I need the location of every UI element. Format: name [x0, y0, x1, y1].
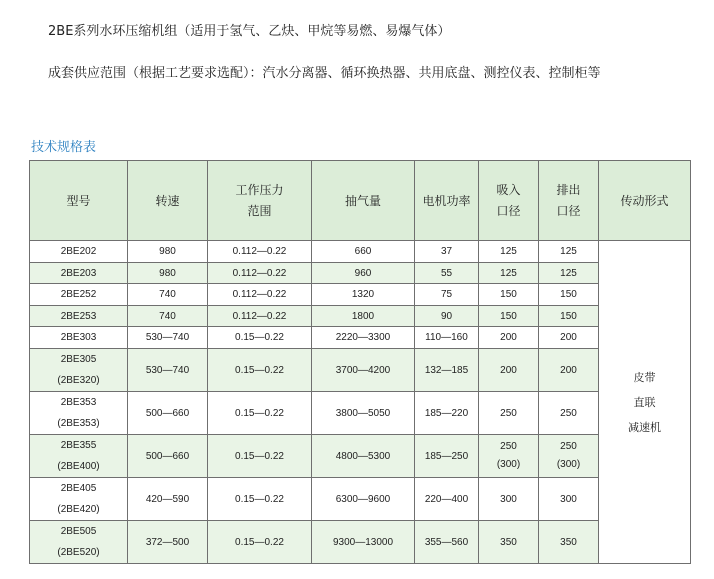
- cell-outlet: 125: [539, 263, 599, 284]
- cell-outlet: 350: [539, 521, 599, 564]
- cell-speed: 980: [128, 241, 208, 263]
- drive-line-reducer: 减速机: [628, 420, 661, 434]
- cell-outlet: 150: [539, 306, 599, 327]
- cell-pressure: 0.112—0.22: [208, 284, 312, 306]
- cell-pressure: 0.112—0.22: [208, 241, 312, 263]
- cell-power: 110—160: [415, 327, 479, 349]
- cell-inlet: 250: [479, 392, 539, 435]
- cell-model-line2: (2BE420): [57, 504, 100, 515]
- cell-power: 55: [415, 263, 479, 284]
- cell-speed: 740: [128, 306, 208, 327]
- cell-outlet: 200: [539, 349, 599, 392]
- cell-inlet: 150: [479, 306, 539, 327]
- cell-inlet-line2: (300): [496, 459, 521, 470]
- cell-inlet-line1: 250: [500, 441, 517, 452]
- cell-speed: 530—740: [128, 327, 208, 349]
- drive-line-direct: 直联: [633, 395, 656, 409]
- cell-inlet: 200: [479, 327, 539, 349]
- cell-inlet: 300: [479, 478, 539, 521]
- cell-speed: 980: [128, 263, 208, 284]
- cell-pumping: 9300—13000: [312, 521, 415, 564]
- product-title: 2BE系列水环压缩机组（适用于氢气、乙炔、甲烷等易燃、易爆气体）: [48, 24, 451, 39]
- cell-drive: [599, 241, 691, 564]
- header-inlet: [479, 161, 539, 241]
- cell-pumping: 1320: [312, 284, 415, 306]
- header-outlet-line1: 排出: [556, 182, 581, 197]
- cell-model: 2BE252: [30, 284, 128, 306]
- cell-model: 2BE303: [30, 327, 128, 349]
- cell-speed: 500—660: [128, 435, 208, 478]
- cell-model-line1: 2BE355: [60, 440, 97, 451]
- cell-model: [30, 392, 128, 435]
- cell-model: [30, 349, 128, 392]
- cell-pressure: 0.112—0.22: [208, 263, 312, 284]
- cell-power: 355—560: [415, 521, 479, 564]
- cell-inlet: 125: [479, 263, 539, 284]
- cell-power: 90: [415, 306, 479, 327]
- cell-pressure: 0.15—0.22: [208, 327, 312, 349]
- cell-inlet: 350: [479, 521, 539, 564]
- cell-outlet: 150: [539, 284, 599, 306]
- cell-model: 2BE202: [30, 241, 128, 263]
- cell-model: [30, 521, 128, 564]
- header-model: 型号: [30, 161, 128, 241]
- header-power: 电机功率: [415, 161, 479, 241]
- cell-power: 132—185: [415, 349, 479, 392]
- cell-model: [30, 478, 128, 521]
- cell-model-line1: 2BE305: [60, 354, 97, 365]
- cell-pressure: 0.15—0.22: [208, 521, 312, 564]
- cell-pressure: 0.15—0.22: [208, 392, 312, 435]
- cell-outlet-line2: (300): [556, 459, 581, 470]
- cell-pressure: 0.15—0.22: [208, 478, 312, 521]
- cell-inlet: [479, 435, 539, 478]
- cell-inlet: 125: [479, 241, 539, 263]
- header-pressure: [208, 161, 312, 241]
- cell-power: 37: [415, 241, 479, 263]
- table-row: [30, 284, 691, 306]
- cell-power: 220—400: [415, 478, 479, 521]
- cell-pressure: 0.15—0.22: [208, 349, 312, 392]
- header-pumping: 抽气量: [312, 161, 415, 241]
- header-inlet-line2: 口径: [496, 203, 521, 218]
- cell-outlet: 125: [539, 241, 599, 263]
- table-row: [30, 263, 691, 284]
- header-pressure-line2: 范围: [247, 203, 272, 218]
- cell-power: 185—220: [415, 392, 479, 435]
- cell-outlet: 200: [539, 327, 599, 349]
- header-drive: 传动形式: [599, 161, 691, 241]
- header-outlet: [539, 161, 599, 241]
- cell-model: [30, 435, 128, 478]
- cell-model-line1: 2BE353: [60, 397, 97, 408]
- cell-speed: 372—500: [128, 521, 208, 564]
- cell-power: 185—250: [415, 435, 479, 478]
- table-row: [30, 478, 691, 521]
- cell-pumping: 960: [312, 263, 415, 284]
- cell-outlet: 250: [539, 392, 599, 435]
- cell-inlet: 200: [479, 349, 539, 392]
- cell-outlet: 300: [539, 478, 599, 521]
- cell-model-line2: (2BE353): [57, 418, 100, 429]
- header-outlet-line2: 口径: [556, 203, 581, 218]
- table-row: [30, 306, 691, 327]
- cell-speed: 500—660: [128, 392, 208, 435]
- cell-pumping: 660: [312, 241, 415, 263]
- spec-table: [29, 160, 691, 564]
- cell-inlet: 150: [479, 284, 539, 306]
- cell-power: 75: [415, 284, 479, 306]
- cell-speed: 420—590: [128, 478, 208, 521]
- cell-model: 2BE203: [30, 263, 128, 284]
- table-row: [30, 327, 691, 349]
- cell-outlet: [539, 435, 599, 478]
- cell-pumping: 2220—3300: [312, 327, 415, 349]
- cell-pressure: 0.15—0.22: [208, 435, 312, 478]
- table-header-row: [30, 161, 691, 241]
- cell-speed: 530—740: [128, 349, 208, 392]
- supply-scope-text: 成套供应范围（根据工艺要求选配）：汽水分离器、循环换热器、共用底盘、测控仪表、控制柜等: [48, 66, 601, 81]
- cell-pumping: 4800—5300: [312, 435, 415, 478]
- cell-pumping: 6300—9600: [312, 478, 415, 521]
- cell-model-line2: (2BE320): [57, 375, 100, 386]
- cell-pumping: 1800: [312, 306, 415, 327]
- drive-line-belt: 皮带: [633, 370, 656, 384]
- table-row: [30, 349, 691, 392]
- cell-pumping: 3800—5050: [312, 392, 415, 435]
- table-row: [30, 521, 691, 564]
- cell-pressure: 0.112—0.22: [208, 306, 312, 327]
- cell-outlet-line1: 250: [560, 441, 577, 452]
- cell-model-line1: 2BE505: [60, 526, 97, 537]
- cell-model: 2BE253: [30, 306, 128, 327]
- header-pressure-line1: 工作压力: [235, 182, 284, 197]
- cell-pumping: 3700—4200: [312, 349, 415, 392]
- table-row: [30, 435, 691, 478]
- header-speed: 转速: [128, 161, 208, 241]
- cell-speed: 740: [128, 284, 208, 306]
- table-row: [30, 392, 691, 435]
- cell-model-line1: 2BE405: [60, 483, 97, 494]
- cell-model-line2: (2BE400): [57, 461, 100, 472]
- section-title: 技术规格表: [31, 140, 97, 155]
- cell-model-line2: (2BE520): [57, 547, 100, 558]
- table-row: [30, 241, 691, 263]
- header-inlet-line1: 吸入: [496, 182, 521, 197]
